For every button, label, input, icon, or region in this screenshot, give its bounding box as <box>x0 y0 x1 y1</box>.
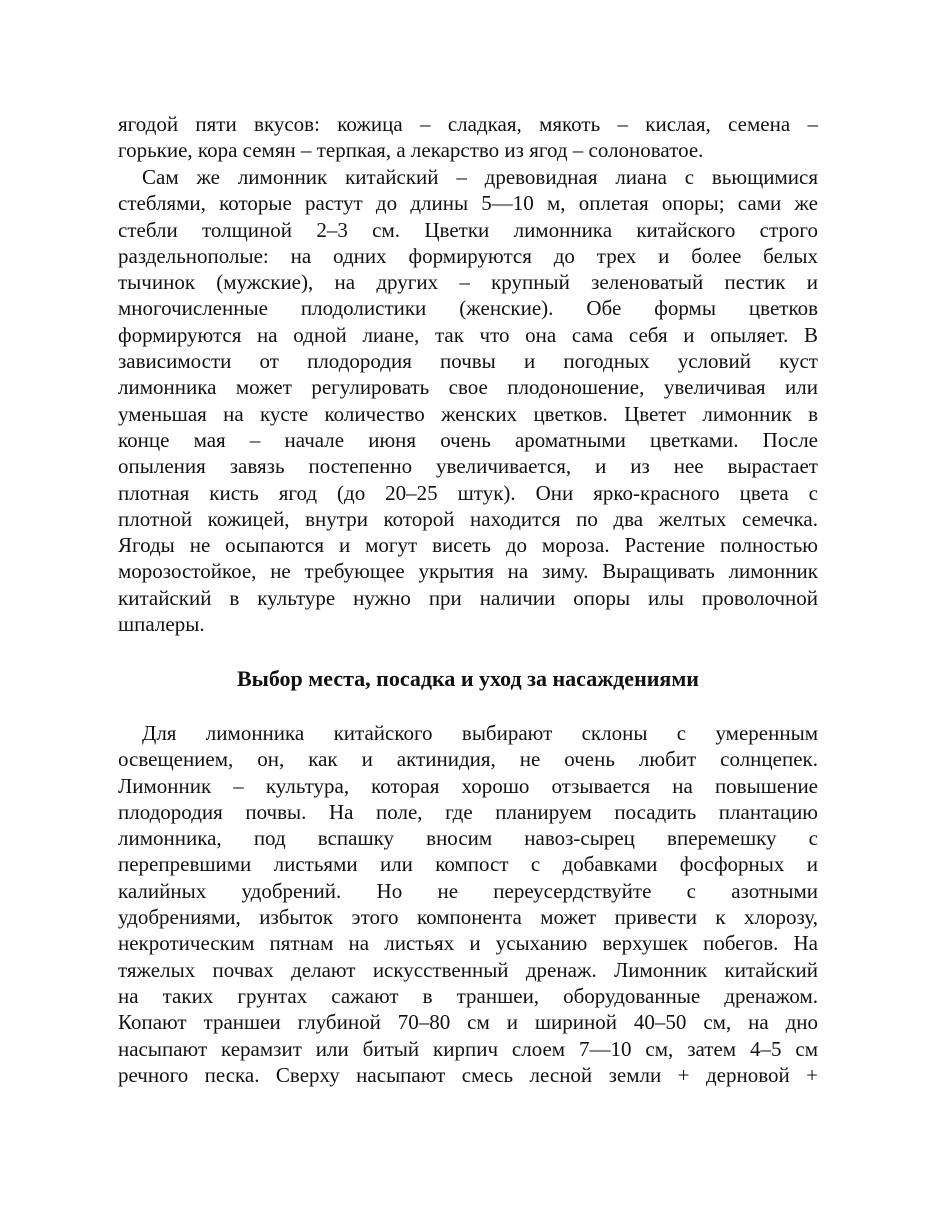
paragraph-2 <box>118 164 818 637</box>
text-line: плодородия почвы. На поле, где планируем посадить плантацию <box>118 799 818 824</box>
text-line: горькие, кора семян – терпкая, а лекарство из ягод – солоноватое. <box>118 138 704 163</box>
text-line: Для лимонника китайского выбирают склоны с умеренным <box>142 721 818 745</box>
text-line: плотной кожицей, внутри которой находится по два желтых семечка. <box>118 506 818 531</box>
text-line: китайский в культуре нужно при наличии опоры илы проволочной <box>118 585 818 610</box>
text-line: освещением, он, как и актинидия, не очень любит солнцепек. <box>118 747 818 772</box>
text-line: конце мая – начале июня очень ароматными цветками. После <box>118 427 818 452</box>
paragraph-3 <box>118 720 818 1088</box>
text-line: опыления завязь постепенно увеличивается, и из нее вырастает <box>118 454 818 479</box>
text-line: насыпают керамзит или битый кирпич слоем 7—10 см, затем 4–5 см <box>118 1036 818 1061</box>
text-line: плотная кисть ягод (до 20–25 штук). Они ярко-красного цвета с <box>118 480 818 505</box>
text-line: лимонника, под вспашку вносим навоз-сырец вперемешку с <box>118 826 818 851</box>
text-line: шпалеры. <box>118 612 205 637</box>
text-line: перепревшими листьями или компост с добавками фосфорных и <box>118 852 818 877</box>
text-line: тычинок (мужские), на других – крупный зеленоватый пестик и <box>118 270 818 295</box>
text-line: лимонника может регулировать свое плодоношение, увеличивая или <box>118 375 818 400</box>
text-line: зависимости от плодородия почвы и погодных условий куст <box>118 349 818 374</box>
text-line: калийных удобрений. Но не переусердствуйте с азотными <box>118 878 818 903</box>
text-line: ягодой пяти вкусов: кожица – сладкая, мякоть – кислая, семена – <box>118 112 818 136</box>
text-line: Ягоды не осыпаются и могут висеть до мороза. Растение полностью <box>118 533 818 558</box>
text-line: тяжелых почвах делают искусственный дренаж. Лимонник китайский <box>118 957 818 982</box>
paragraph-1 <box>118 111 818 164</box>
section-heading: Выбор места, посадка и уход за насаждениями <box>237 666 699 691</box>
text-line: стеблями, которые растут до длины 5—10 м, оплетая опоры; сами же <box>118 191 818 216</box>
text-line: речного песка. Сверху насыпают смесь лесной земли + дерновой + <box>118 1062 818 1087</box>
text-line: Копают траншеи глубиной 70–80 см и шириной 40–50 см, на дно <box>118 1010 818 1035</box>
text-line: на таких грунтах сажают в траншеи, оборудованные дренажом. <box>118 983 818 1008</box>
text-line: удобрениями, избыток этого компонента может привести к хлорозу, <box>118 905 818 930</box>
text-line: Лимонник – культура, которая хорошо отзывается на повышение <box>118 773 818 798</box>
text-line: стебли толщиной 2–3 см. Цветки лимонника китайского строго <box>118 217 818 242</box>
text-line: некротическим пятнам на листьях и усыханию верхушек побегов. На <box>118 931 818 956</box>
text-line: раздельнополые: на одних формируются до трех и более белых <box>118 243 818 268</box>
text-line: уменьшая на кусте количество женских цветков. Цветет лимонник в <box>118 401 818 426</box>
text-line: морозостойкое, не требующее укрытия на зиму. Выращивать лимонник <box>118 559 818 584</box>
text-line: многочисленные плодолистики (женские). Обе формы цветков <box>118 296 818 321</box>
text-line: Сам же лимонник китайский – древовидная лиана с вьющимися <box>142 165 818 189</box>
text-line: формируются на одной лиане, так что она сама себя и опыляет. В <box>118 322 818 347</box>
